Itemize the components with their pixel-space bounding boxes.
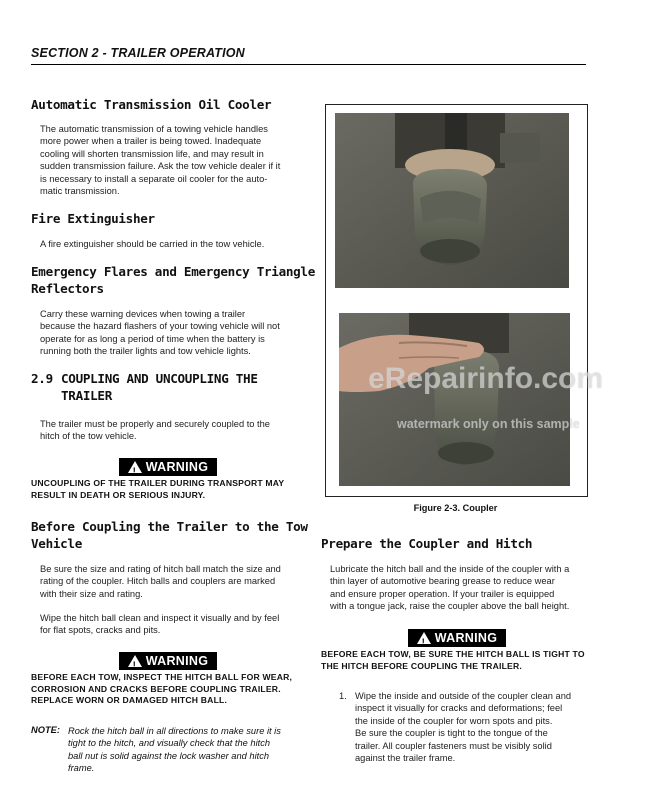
warning-text-ball-tight: BEFORE EACH TOW, BE SURE THE HITCH BALL IS TIGHT TO THE HITCH BEFORE COUPLING THE TRAILER. (321, 649, 585, 671)
warning-label: ! WARNING (119, 458, 217, 476)
header-rule (31, 64, 586, 65)
paragraph-wipe-ball: Wipe the hitch ball clean and inspect it visually and by feel for flat spots, cracks and pits. (40, 613, 280, 636)
warning-text-inspect-ball: BEFORE EACH TOW, INSPECT THE HITCH BALL FOR WEAR, CORROSION AND CRACKS BEFORE COUPLING TRAILER. REPLACE WORN OR DAMAGED HITCH BALL. (31, 672, 293, 706)
coupler-photo-hand (339, 313, 570, 486)
heading-prepare-coupler: Prepare the Coupler and Hitch (321, 536, 533, 551)
paragraph-coupling: The trailer must be properly and securely coupled to the hitch of the tow vehicle. (40, 419, 270, 442)
heading-oil-cooler: Automatic Transmission Oil Cooler (31, 97, 272, 112)
warning-label: ! WARNING (408, 629, 506, 647)
watermark-note: watermark only on this sample (397, 417, 580, 431)
step-text: Wipe the inside and outside of the coupler clean and inspect it visually for cracks and deformations; feel the inside of the coupler for worn spots and pits. Be sure the coupler is tight to the tongue of the trailer. All coupler fasteners must be visibly solid against the trailer frame. (355, 691, 572, 764)
watermark-brand: eRepairinfo.com (368, 362, 604, 395)
note-label: NOTE: (31, 725, 60, 735)
paragraph-oil-cooler: The automatic transmission of a towing vehicle handles more power when a trailer is being towed. Inadequate cooling will shorten transmission life, and may result in sudden transmission failure. Ask the tow vehicle dealer if it is necessary to install a separate oil cooler for the auto- matic transmission. (40, 124, 281, 197)
warning-icon (417, 632, 431, 644)
paragraph-flares: Carry these warning devices when towing a trailer because the hazard flashers of your towing vehicle will not operate for as long a period of time when the battery is running both the trailer lights and tow vehicle lights. (40, 309, 280, 357)
paragraph-fire-extinguisher: A fire extinguisher should be carried in the tow vehicle. (40, 239, 265, 249)
section-number: 2.9 (31, 371, 53, 386)
warning-icon (128, 655, 142, 667)
note-text: Rock the hitch ball in all directions to make sure it is tight to the hitch, and visually check that the hitch ball nut is solid against the lock washer and hitch frame. (68, 726, 281, 774)
coupler-photo-top (335, 113, 569, 288)
heading-coupling: COUPLING AND UNCOUPLING THE TRAILER (61, 371, 258, 403)
figure-caption: Figure 2-3. Coupler (413, 503, 498, 513)
heading-fire-extinguisher: Fire Extinguisher (31, 211, 155, 226)
heading-before-coupling: Before Coupling the Trailer to the Tow Vehicle (31, 519, 308, 551)
paragraph-prepare-coupler: Lubricate the hitch ball and the inside of the coupler with a thin layer of automotive bearing grease to reduce wear and ensure proper operation. If your trailer is equipped with a tongue jack, raise the coupler above the ball height. (330, 564, 570, 612)
paragraph-size-rating: Be sure the size and rating of hitch ball match the size and rating of the coupler. Hitch balls and couplers are marked with their size and rating. (40, 564, 281, 599)
section-header: SECTION 2 - TRAILER OPERATION (31, 46, 245, 60)
heading-flares: Emergency Flares and Emergency Triangle Reflectors (31, 264, 316, 296)
warning-label: ! WARNING (119, 652, 217, 670)
step-number: 1. (339, 691, 347, 701)
warning-text-uncoupling: UNCOUPLING OF THE TRAILER DURING TRANSPORT MAY RESULT IN DEATH OR SERIOUS INJURY. (31, 478, 285, 500)
warning-icon (128, 461, 142, 473)
